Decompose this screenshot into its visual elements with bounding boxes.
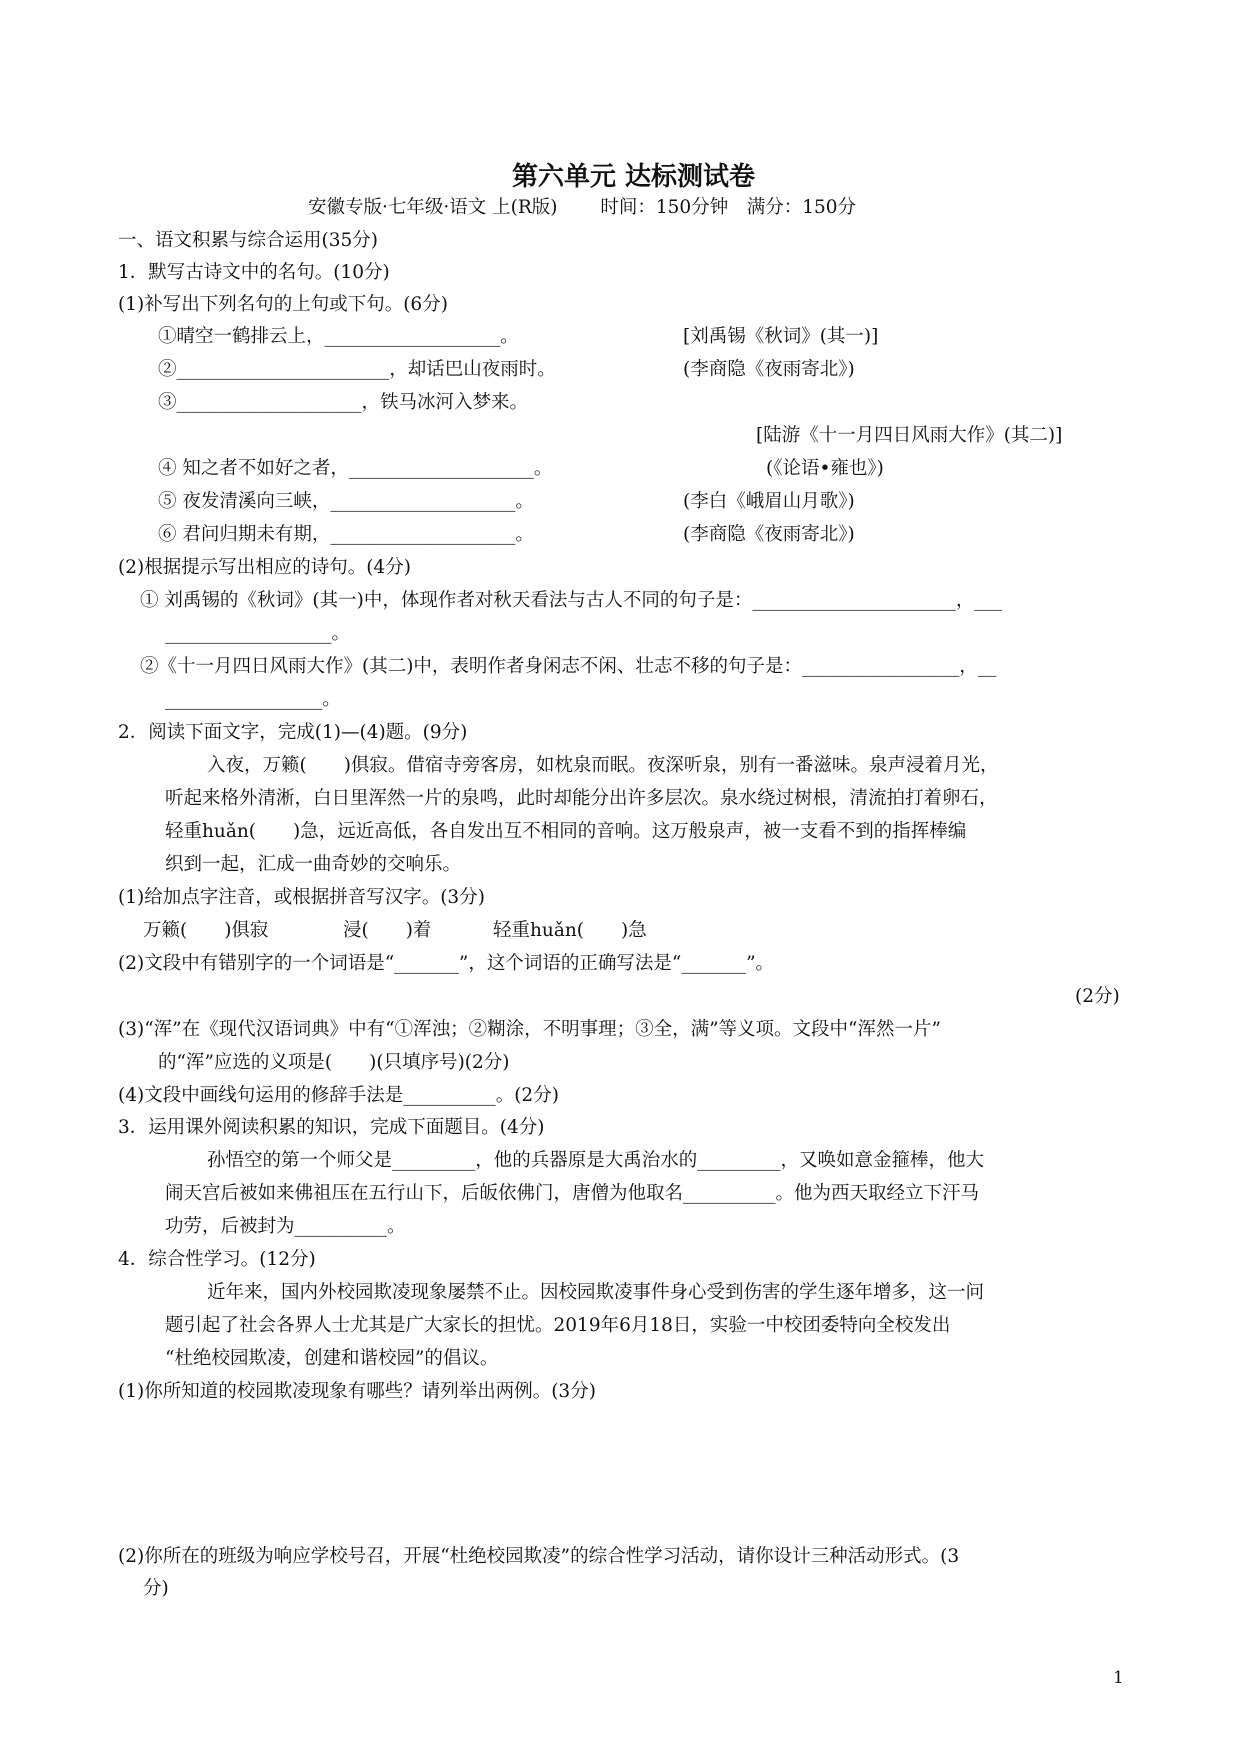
question-3-stem: 3．运用课外阅读积累的知识，完成下面题目。(4分): [118, 1117, 545, 1138]
q2-sub3-line2: 的“浑”应选的义项是( )(只填序号)(2分): [158, 1052, 510, 1073]
q4-line: 题引起了社会各界人士尤其是广大家长的担忧。2019年6月18日，实验一中校团委特向全校发出: [165, 1315, 951, 1336]
q3-line: 孙悟空的第一个师父是_________，他的兵器原是大禹治水的_________，又唤如意金箍棒，他大: [207, 1150, 985, 1171]
q3-line: 功劳，后被封为__________。: [165, 1216, 406, 1237]
q1-item-4-source: (《论语•雍也》): [766, 458, 884, 479]
q1-part2-b-line1: ②《十一月四日风雨大作》(其二)中，表明作者身闲志不闲、壮志不移的句子是：_________________，__: [140, 656, 997, 677]
q2-sub2: (2)文段中有错别字的一个词语是“_______”，这个词语的正确写法是“_______”。: [118, 953, 775, 974]
question-2-stem: 2．阅读下面文字，完成(1)—(4)题。(9分): [118, 722, 468, 743]
q4-line: 近年来，国内外校园欺凌现象屡禁不止。因校园欺凌事件身心受到伤害的学生逐年增多，这一问: [207, 1282, 985, 1303]
question-1-stem: 1．默写古诗文中的名句。(10分): [118, 262, 390, 283]
question-4-stem: 4．综合性学习。(12分): [118, 1249, 316, 1270]
q1-part2-a-line2: __________________。: [165, 623, 351, 644]
q4-sub2-line1: (2)你所在的班级为响应学校号召，开展“杜绝校园欺凌”的综合性学习活动，请你设计三种活动形式。(3: [118, 1546, 960, 1567]
q1-item-4: ④ 知之者不如好之者，____________________。: [158, 458, 553, 479]
q1-item-5-source: (李白《峨眉山月歌》): [683, 491, 855, 512]
q3-line: 闹天宫后被如来佛祖压在五行山下，后皈依佛门，唐僧为他取名__________。他为西天取经立下汗马: [165, 1183, 980, 1204]
q1-item-5: ⑤ 夜发清溪向三峡，____________________。: [158, 491, 534, 512]
q2-sub1-item: 万籁( )俱寂: [143, 920, 269, 941]
q4-sub2-line2: 分): [143, 1578, 169, 1599]
q1-part2-b-line2: _________________。: [165, 689, 341, 710]
q2-sub1-item: 浸( )着: [343, 920, 432, 941]
q1-part2-a-line1: ① 刘禹锡的《秋词》(其一)中，体现作者对秋天看法与古人不同的句子是：______________________，___: [140, 590, 1003, 611]
question-1-part2-stem: (2)根据提示写出相应的诗句。(4分): [118, 557, 411, 578]
q2-sub2-score: (2分): [1075, 986, 1120, 1007]
q1-item-6: ⑥ 君问归期未有期，____________________。: [158, 524, 534, 545]
q1-item-2: ②_______________________，却话巴山夜雨时。: [158, 359, 556, 380]
q1-item-3-source: [陆游《十一月四日风雨大作》(其二)]: [756, 425, 1063, 446]
page-number: 1: [1113, 1668, 1124, 1688]
q2-sub1-item: 轻重huǎn( )急: [493, 920, 647, 941]
q4-sub1: (1)你所知道的校园欺凌现象有哪些？请列举出两例。(3分): [118, 1381, 596, 1402]
q2-passage-line: 轻重huǎn( )急，远近高低，各自发出互不相同的音响。这万般泉声，被一支看不到的指挥棒编: [165, 821, 967, 842]
q2-sub3-line1: (3)“浑”在《现代汉语词典》中有“①浑浊；②糊涂，不明事理；③全，满”等义项。文段中“浑然一片”: [118, 1019, 941, 1040]
question-1-part1-stem: (1)补写出下列名句的上句或下句。(6分): [118, 294, 448, 315]
q2-passage-line: 织到一起，汇成一曲奇妙的交响乐。: [165, 854, 462, 875]
q2-passage-line: 入夜，万籁( )俱寂。借宿寺旁客房，如枕泉而眠。夜深听泉，别有一番滋味。泉声浸着月光，: [207, 755, 999, 776]
q1-item-6-source: (李商隐《夜雨寄北》): [683, 524, 855, 545]
q1-item-2-source: (李商隐《夜雨寄北》): [683, 359, 855, 380]
q4-line: “杜绝校园欺凌，创建和谐校园”的倡议。: [165, 1348, 499, 1369]
q2-sub1-stem: (1)给加点字注音，或根据拼音写汉字。(3分): [118, 887, 485, 908]
page-title: 第六单元 达标测试卷: [512, 162, 756, 192]
page-subtitle: 安徽专版·七年级·语文 上(R版) 时间：150分钟 满分：150分: [308, 197, 857, 218]
q2-sub4: (4)文段中画线句运用的修辞手法是__________。(2分): [118, 1085, 559, 1106]
q1-item-1: ①晴空一鹤排云上，___________________。: [158, 326, 519, 347]
q1-item-3: ③____________________，铁马冰河入梦来。: [158, 392, 529, 413]
section-heading: 一、语文积累与综合运用(35分): [118, 230, 378, 251]
q2-passage-line: 听起来格外清淅，白日里浑然一片的泉鸣，此时却能分出许多层次。泉水绕过树根，清流拍打着卵石，: [165, 788, 998, 809]
q1-item-1-source: [刘禹锡《秋词》(其一)]: [683, 326, 879, 347]
